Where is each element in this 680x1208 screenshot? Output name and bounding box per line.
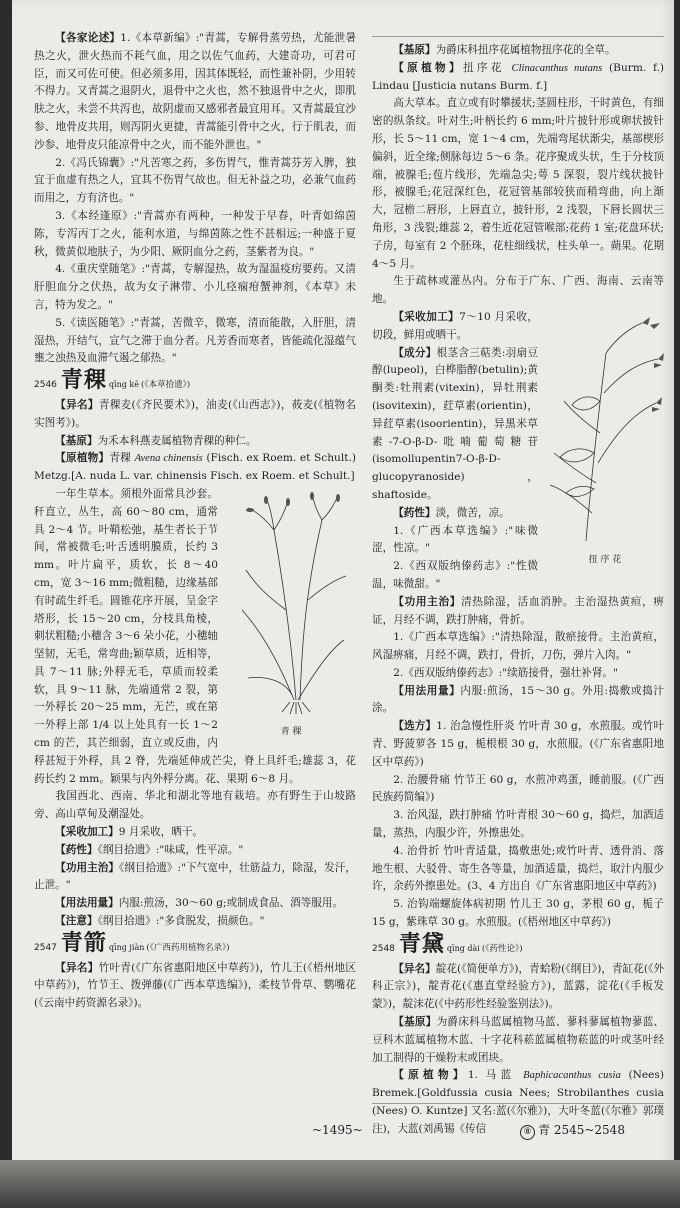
section-label: 【异名】: [55, 398, 99, 411]
paragraph: 3.《本经逢原》:"青蒿亦有两种，一种发于早春，叶青如绵茵陈，专泻丙丁之火，能利水道，与绵茵陈之性不甚相远;一种盛于夏秋，微黄似地肤子，为少阳、厥阴血分之药，茎紫者为良。": [34, 209, 356, 258]
text: 1. 治急慢性肝炎 竹叶青 30 g，水煎服。或竹叶青、野菠萝各 15 g，栀根根 30 g，水煎服。(《广东省惠阳地区中草药》): [372, 720, 665, 768]
text: 《纲目拾遗》:"味咸，性平凉。": [97, 843, 244, 856]
paragraph: [372, 60, 664, 96]
text: 清热除湿，活血消肿。主治湿热黄疸，痹证，月经不调，跌打肿痛，骨折。: [372, 595, 665, 626]
entry-title: 青黛: [398, 931, 445, 957]
background-surface: [0, 1160, 680, 1208]
section-label: 【各家论述】: [55, 32, 121, 44]
text: 7～10 月采收，切段，鲜用或晒干。: [372, 310, 538, 341]
section-label: 【采收加工】: [55, 826, 119, 839]
plant-illustration: [226, 490, 356, 715]
paragraph: [34, 450, 356, 486]
entry-title: 青箭: [60, 930, 107, 956]
paragraph: 5.《读医随笔》:"青蒿，苦微辛，微寒，清而能散，入肝胆，清湿热，开结气，宣气之滞于血分者。凡芳香而寒者，皆能疏化湿蕴气壅之浊热及血滞气遏之郁热。": [34, 316, 356, 365]
pinyin: qīng kē: [108, 380, 139, 390]
text: (Fisch. ex Roem. et Schult.) Metzg.[A. nuda L. var. chinensis Fisch. ex Roem. et Schult.]: [34, 452, 357, 483]
figure: [546, 313, 664, 570]
entry-heading: [372, 931, 664, 959]
section-label: 【基原】: [393, 44, 436, 56]
section-label: 【选方】: [393, 720, 437, 733]
entry-number: 2548: [372, 943, 395, 954]
right-column: [372, 42, 664, 1139]
section-label: 【基原】: [393, 1016, 437, 1029]
section-label: 【原植物】: [393, 61, 463, 74]
section-label: 【用法用量】: [393, 684, 461, 697]
paragraph: [372, 718, 664, 771]
divider: [372, 36, 664, 37]
text: 青稞: [109, 452, 131, 465]
text: 1.《本草新编》:"青蒿，专解骨蒸劳热，尤能泄暑热之火，泄火热而不耗气血，用之以佐气血药，大建奇功，可君可臣，而又可佐可使。但必须多用，因其体既轻，而性兼补阴，少用转不得力。又青蒿之退阴火，退骨中之火也，然不独退骨中之火，即肌肤之火，未尝不共泻也，故阴虚而又感邪者最宜用耳。又青蒿最宜沙参、地骨皮共用，则泻阴火更捷，青蒿能引骨中之火，行于肌表，而沙参、地骨皮只能凉骨中之火，而不能外泄也。": [34, 32, 356, 151]
latin-name: Avena chinensis: [134, 453, 203, 465]
text: 《纲目拾遗》:"下气宽中，壮筋益力，除湿，发汗，止泄。": [34, 861, 357, 892]
page-number: ~1495~: [312, 1123, 363, 1137]
paragraph: 5. 治钩端螺旋体病初期 竹儿王 30 g，茅根 60 g，栀子 15 g，紫珠草 30 g。水煎服。(《梧州地区中草药》): [372, 898, 664, 929]
section-label: 【异名】: [393, 962, 436, 975]
paragraph: [34, 913, 356, 931]
text: 靛花(《简便单方》)，青蛤粉(《纲目》)，青缸花(《外科正宗》)，靛青花(《惠直堂经验方》)，蓝露，淀花(《手板发蒙》)，靛沫花(《中药形性经验鉴别法》)。: [372, 962, 665, 1011]
paragraph: 3. 治风湿，跌打肿痛 竹叶青根 30～60 g，捣烂，加酒适量，蒸热，内服少许，外擦患处。: [372, 809, 664, 840]
text: 内服:煎汤，30～60 g;或制成食品、酒等服用。: [118, 897, 344, 910]
text: 1. 马蓝: [467, 1069, 516, 1082]
entry-title: 青稞: [60, 368, 107, 394]
paragraph: [372, 961, 664, 1014]
pinyin: qīng dài: [446, 943, 480, 953]
text: 根茎含三萜类:羽扇豆醇(lupeol)，白桦脂醇(betulin);黄酮类:牡荆素(vitexin)，异牡荆素(isovitexin)，荭草素(orientin)，异荭草素(isoorientin)，异黑米草素-7-O-β-D-吡喃葡萄糖苷(isomollupentin7-O-β-D-glucopyranoside)，shaftoside。: [372, 346, 539, 501]
section-label: 【药性】: [393, 506, 436, 519]
paragraph: 生于疏林或灌丛内。分布于广东、广西、海南、云南等地。: [372, 275, 664, 306]
text: 为爵床科马蓝属植物马蓝、蓼科蓼属植物蓼蓝、豆科木蓝属植物木蓝、十字花科菘蓝属植物菘蓝的叶或茎叶经加工制得的干燥粉末或团块。: [372, 1016, 665, 1064]
entry-number: 2546: [34, 380, 57, 391]
paragraph: 我国西北、西南、华北和湖北等地有栽培。亦有野生于山坡路旁、高山草甸及潮湿处。: [34, 790, 356, 821]
paragraph: [372, 1014, 664, 1067]
left-column: [34, 30, 356, 1013]
paragraph: 2.《西双版纳傣药志》:"续筋接骨，强壮补肾。": [393, 666, 618, 679]
paragraph: [34, 30, 356, 155]
latin-name: Baphicacanthus cusia: [523, 1070, 621, 1082]
section-label: 【基原】: [55, 434, 98, 447]
section-circle: ⑧: [520, 1125, 535, 1140]
paragraph: [34, 397, 356, 433]
paragraph: 4. 治骨折 竹叶青适量，捣敷患处;或竹叶青、透骨消、落地生根、大驳骨、寄生各等量，加酒适量，捣烂，取汁内服少许，余药外擦患处。(3、4 方出自《广东省惠阳地区中草药》): [372, 844, 664, 893]
section-label: 【采收加工】: [393, 310, 460, 323]
entry-number: 2547: [34, 942, 57, 953]
section-label: 【药性】: [55, 843, 98, 856]
section-label: 【注意】: [55, 915, 98, 928]
paragraph: [34, 824, 356, 842]
section-label: 【异名】: [55, 961, 99, 974]
paragraph: 2.《冯氏锦囊》:"凡苦寒之药，多伤胃气，惟青蒿芬芳入脾，独宜于血虚有热之人，宜其不伤胃气故也。但无补益之功，必兼气血药而用之，方有济也。": [34, 156, 356, 205]
section-label: 【功用主治】: [393, 595, 462, 608]
section-label: 【功用主治】: [55, 861, 119, 874]
section-label: 【用法用量】: [55, 897, 119, 910]
paragraph: [34, 895, 356, 913]
paragraph: 1.《广西本草选编》:"清热除湿，散瘀接骨。主治黄疸，风湿痹痛，月经不调，跌打，骨折，刀伤，弹片入肉。": [372, 631, 664, 662]
figure-caption: 扭 序 花: [588, 554, 622, 565]
text: 青稞麦(《齐民要术》)，油麦(《山西志》)，莜麦(《植物名实图考》)。: [34, 398, 357, 429]
paragraph: [372, 683, 664, 719]
section-label: 【原植物】: [55, 452, 110, 465]
book-page: [12, 0, 674, 1175]
latin-name: Clinacanthus nutans: [511, 62, 603, 74]
text: 9 月采收，晒干。: [118, 826, 204, 839]
paragraph: 1.《广西本草选编》:"味微涩，性凉。": [372, 524, 538, 555]
entry-source: (《药性论》): [481, 943, 523, 954]
paragraph: [372, 42, 664, 60]
paragraph: [372, 594, 664, 630]
pinyin: qīng jiàn: [108, 942, 145, 952]
paragraph: [34, 433, 356, 451]
paragraph: 高大草本。直立或有时攀援状;茎圆柱形，干时黄色，有细密的纵条纹。叶对生;叶柄长约 6 mm;叶片披针形或卵状披针形，长 5～11 cm，宽 1～4 cm，先端弯尾状渐尖，基部楔形偏斜，近全缘;侧脉每边 5～6 条。花序聚成头状，生于分枝顶端，被腺毛;苞片线形，先端急尖;萼 5 深裂，裂片线状披针形，被腺毛;花冠深红色，花冠管基部较狭而稍弯曲，向上渐大，冠檐二唇形，上唇直立，披针形，2 浅裂，下唇长圆状三角形，3 浅裂;雄蕊 2，着生近花冠管喉部;花药 1 室;花盘环状;子房，每室有 2 个胚珠，花柱细线状，柱头单一。蒴果。花期 4～5 月。: [372, 97, 664, 270]
text: 为爵床科扭序花属植物扭序花的全草。: [435, 44, 616, 56]
plant-illustration: [546, 313, 664, 543]
entry-source: (《本草拾遗》): [141, 380, 191, 391]
text: 竹叶青(《广东省惠阳地区中草药》)，竹儿王(《梧州地区中草药》)，竹节王、拨弹藤(《广西本草选编》)，柔枝节骨草、鹦嘴花(《云南中药资源名录》)。: [34, 961, 357, 1010]
text: 扭序花: [462, 61, 505, 74]
paragraph: [34, 860, 356, 896]
text: 内服:煎汤，15～30 g。外用:捣敷或捣汁涂。: [372, 684, 664, 715]
text: (Nees) Bremek.[Goldfussia cusia Nees; Strobilanthes cusia (Nees) O. Kuntze] 又名:蓝(《尔雅》)，大叶冬蓝(《尔雅》郭璞注)，大蓝(刘禹锡《传信: [372, 1069, 664, 1135]
paragraph: 2. 治腰骨痛 竹节王 60 g，水煎冲鸡蛋，睡前服。(《广西民族药简编》): [372, 773, 664, 804]
paragraph: 2.《西双版纳傣药志》:"性微温，味微甜。": [372, 560, 538, 590]
section-range: 青 2545~2548: [538, 1123, 625, 1137]
figure: [226, 490, 356, 742]
paragraph: [34, 842, 356, 860]
section-indicator: [520, 1121, 625, 1140]
section-label: 【原植物】: [393, 1069, 468, 1082]
paragraph: 一年生草本。须根外面常具沙套。秆直立，丛生，高 60～80 cm，通常具 2～4 节。叶鞘松弛，基生者长于节间，常被微毛;叶舌透明膜质，长约 3 mm。叶片扁平，质软，长 8～40 cm，宽 3～16 mm;微粗糙，边缘基部有时疏生纤毛。圆锥花序开展，呈金字塔形，长 15～20 cm，分枝具角棱，刺状粗糙;小穗含 3～6 朵小花，小穗轴坚韧，无毛，常弯曲;颖草质，近相等，具 7～11 脉;外稃无毛，草质而较柔软，具 9～11 脉，先端通常 2 裂，第一外稃长 20～25 mm，无芒，或在第一外稃上部 1/4 以上处具有一长 1～2 cm 的芒，其芒细弱，直立或反曲，内稃甚短于外稃，具 2 脊，先端延伸成芒尖，脊上具纤毛;雄蕊 3，花药长约 2 mm。颖果与内外稃分离。花、果期 6～8 月。: [34, 487, 356, 785]
entry-source: (《广西药用植物名录》): [146, 942, 230, 953]
divider: [372, 1103, 664, 1104]
section-label: 【成分】: [393, 346, 437, 359]
text: 淡，微苦，凉。: [435, 506, 510, 519]
paragraph: 4.《重庆堂随笔》:"青蒿，专解湿热，故为湿温疫疠要药。又清肝胆血分之伏热，故为女子淋带、小儿痉痫疳蟹神剂，《本草》未言，特为发之。": [34, 263, 356, 311]
text: 为禾本科燕麦属植物青稞的种仁。: [97, 434, 257, 447]
entry-heading: [34, 368, 356, 395]
entry-heading: [34, 930, 356, 958]
figure-caption: 青 稞: [280, 726, 302, 737]
text: 《纲目拾遗》:"多食脱发，损颜色。": [97, 915, 265, 928]
paragraph: [34, 960, 356, 1013]
text: (Burm. f.) Lindau [Justicia nutans Burm. f.]: [372, 61, 665, 92]
